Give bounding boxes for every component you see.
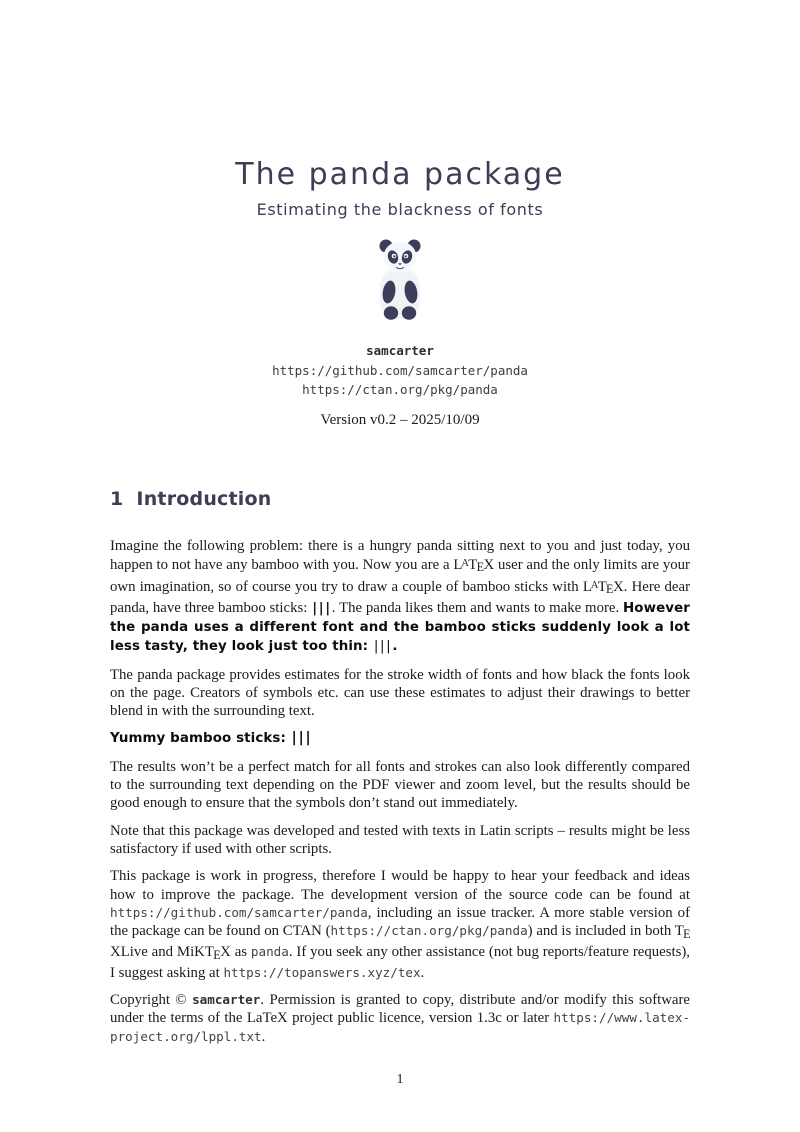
panda-pupil-right: [405, 255, 407, 257]
text-segment-bold: Yummy bamboo sticks:: [110, 731, 291, 747]
paragraph-copyright: [110, 991, 690, 1046]
text-segment: Live and MiK: [120, 943, 205, 960]
paragraph-package-purpose: [110, 666, 690, 721]
text-segment: ) and is included in both: [527, 923, 675, 940]
text-segment-mono: panda: [250, 943, 289, 959]
text-segment: user and the only limits are your own imagination, so of course you try to draw a couple of bamboo sticks with: [110, 556, 690, 595]
hyperlink[interactable]: https://ctan.org/pkg/panda: [330, 923, 528, 939]
paragraph-work-in-progress: [110, 867, 690, 982]
panda-foot-right: [402, 306, 416, 320]
github-link[interactable]: https://github.com/samcarter/panda: [272, 362, 528, 378]
author-block: [110, 341, 690, 400]
document-subtitle: Estimating the blackness of fonts: [256, 200, 544, 219]
text-segment: , including an issue tracker. A more stable version of the package can be found on CTAN (: [110, 904, 690, 940]
text-segment: This package is work in progress, therefore I would be happy to hear your feedback and ideas how to improve the package. The development version of the source code can be found at: [110, 868, 690, 903]
bamboo-sticks: |||: [373, 638, 393, 655]
text-segment: . If you seek any other assistance (not bug reports/feature requests), I suggest asking at: [110, 943, 690, 981]
text-segment: as: [230, 943, 251, 960]
panda-logo-wrap: [110, 236, 690, 324]
text-segment: The results won’t be a perfect match for all fonts and strokes can also look differently compared to the surrounding text depending on the PDF viewer and zoom level, but the results should be good enough to ensure that the symbols don’t stand out immediately.: [110, 758, 690, 812]
panda-icon: [371, 236, 429, 324]
hyperlink[interactable]: https://github.com/samcarter/panda: [110, 904, 368, 920]
text-segment-monobold: samcarter: [192, 992, 261, 1008]
section-title: Introduction: [136, 487, 272, 510]
text-segment: .: [420, 964, 425, 981]
text-segment: . Here dear panda, have three bamboo sticks:: [110, 578, 690, 616]
author-name: samcarter: [366, 343, 434, 358]
ctan-link[interactable]: https://ctan.org/pkg/panda: [302, 382, 498, 397]
text-segment-bold: However the panda uses a different font and the bamboo sticks suddenly look a lot less tasty, they look just too thin:: [110, 600, 690, 655]
tex-logo: LATEX: [453, 556, 495, 575]
hyperlink[interactable]: https://www.latex-project.org/lppl.txt: [110, 1010, 690, 1044]
page-number: 1: [396, 1072, 404, 1087]
section-heading-introduction: [110, 487, 690, 511]
hyperlink[interactable]: https://topanswers.xyz/tex: [223, 964, 421, 980]
section-number: 1: [110, 487, 124, 510]
version-line: Version v0.2 – 2025/10/09: [320, 411, 480, 428]
bamboo-sticks: |||: [312, 599, 332, 616]
paragraph-yummy-sticks: [110, 729, 690, 748]
panda-pupil-left: [393, 255, 395, 257]
text-segment-bold: .: [392, 639, 398, 655]
paragraph-intro-problem: [110, 537, 690, 657]
text-segment: . The panda likes them and wants to make more.: [331, 599, 623, 616]
title-block: [110, 158, 690, 430]
bamboo-sticks: |||: [291, 730, 313, 747]
text-segment: Note that this package was developed and tested with texts in Latin scripts – results might be less satisfactory if used with other scripts.: [110, 822, 690, 857]
document-title: The panda package: [235, 157, 565, 192]
text-segment: .: [261, 1028, 266, 1045]
text-segment: Imagine the following problem: there is a hungry panda sitting next to you and just today, you happen to not have any bamboo with you. Now you are a: [110, 537, 690, 573]
tex-logo: LATEX: [582, 578, 624, 597]
text-segment: The panda package provides estimates for the stroke width of fonts and how black the fonts look on the page. Creators of symbols etc. can use these estimates to adjust their drawings to better blend in with the surrounding text.: [110, 666, 690, 720]
tex-logo: TEX: [110, 923, 691, 960]
text-segment: . Permission is granted to copy, distribute and/or modify this software under the terms of the LaTeX project public licence, version 1.3c or later: [110, 992, 690, 1027]
text-segment: Copyright ©: [110, 992, 193, 1009]
paragraph-results-caveat: [110, 758, 690, 813]
paragraph-latin-scripts-note: [110, 822, 690, 859]
panda-foot-left: [384, 306, 398, 320]
tex-logo: TEX: [204, 943, 231, 962]
